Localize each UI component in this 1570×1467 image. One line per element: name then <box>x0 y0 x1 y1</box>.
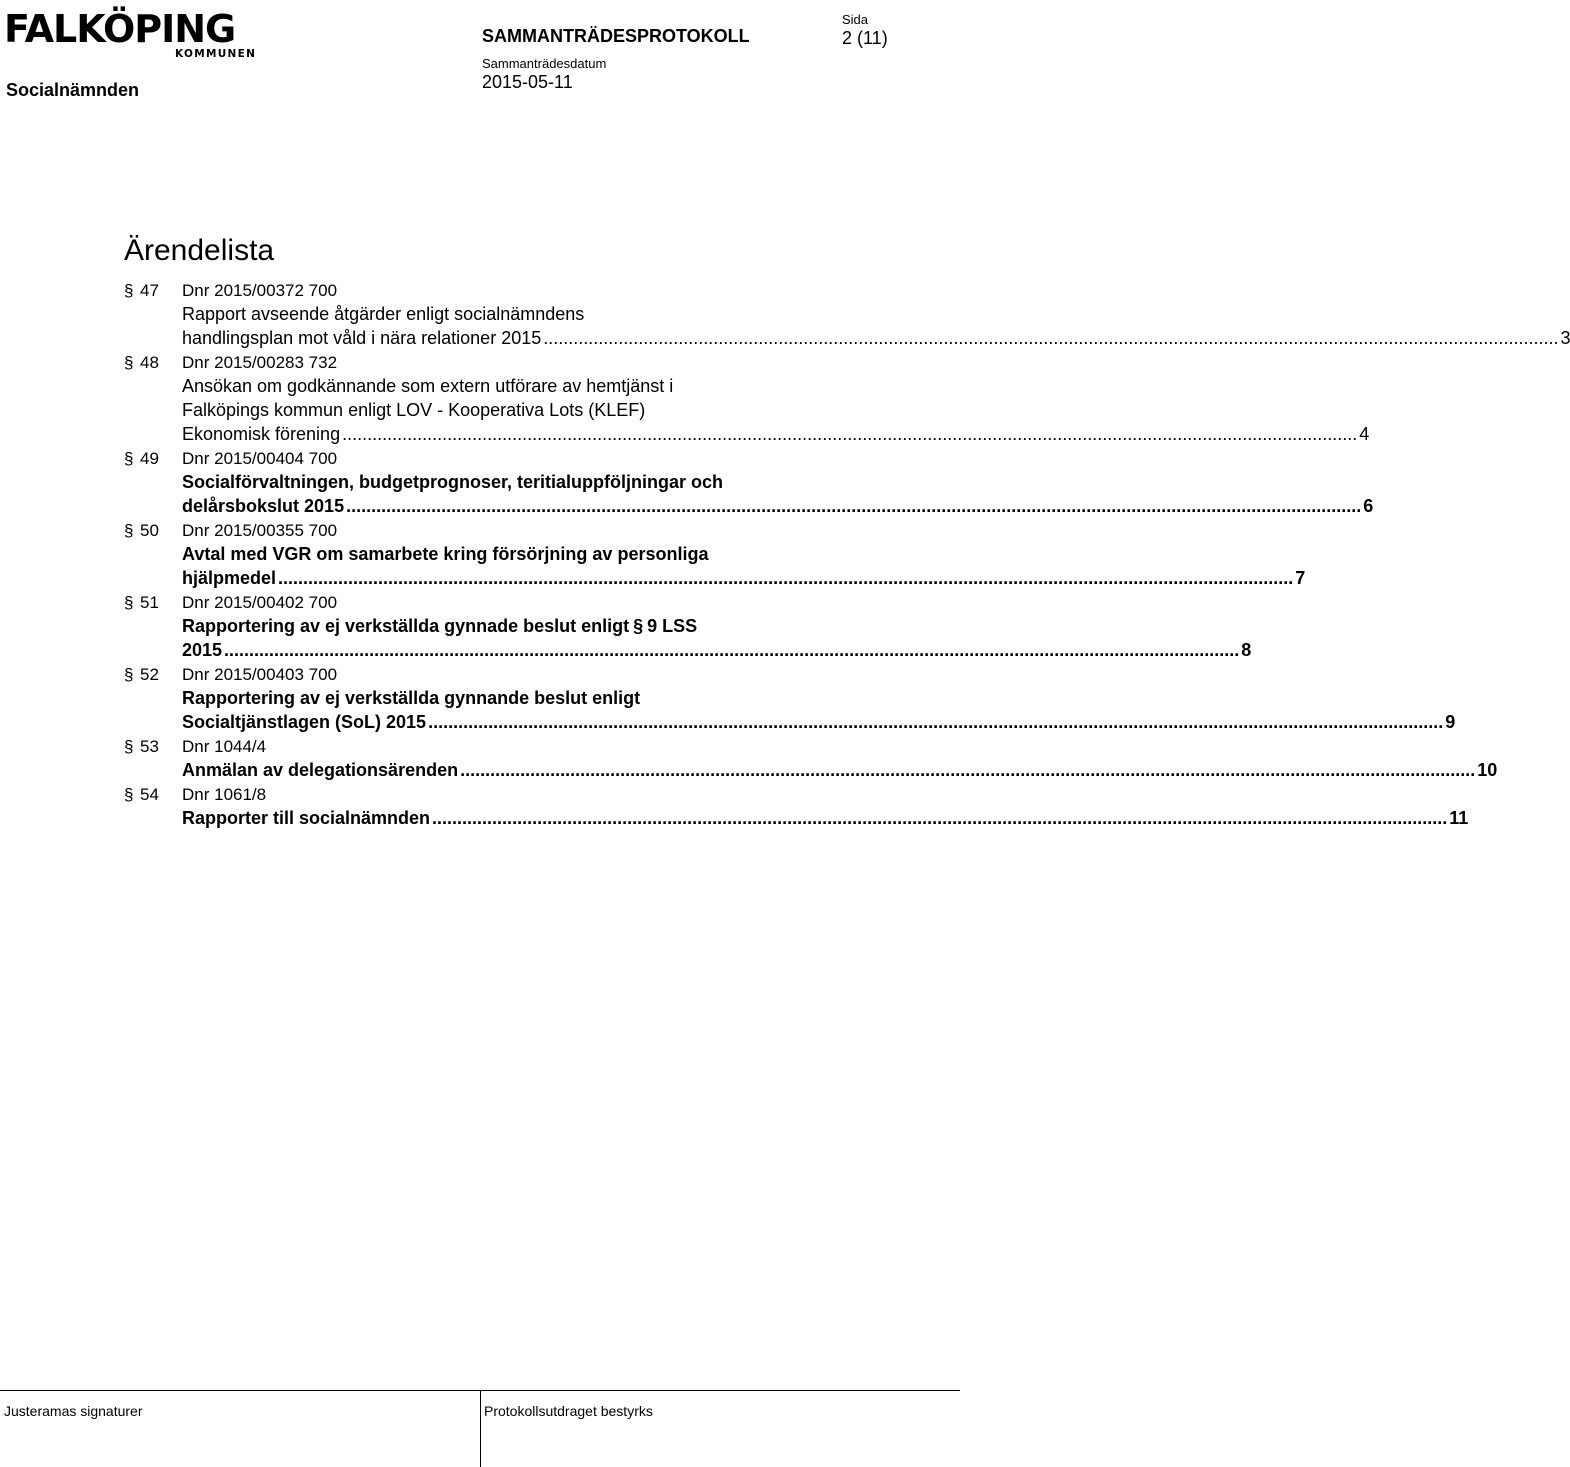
item-dnr: Dnr 2015/00355 700 <box>182 521 338 540</box>
item-title-last: Rapporter till socialnämnden <box>182 808 431 828</box>
item-title-line: Rapportering av ej verkställda gynnande beslut enligt <box>182 688 641 708</box>
item-page: 6 <box>1363 496 1374 516</box>
section-icon: § <box>124 521 134 540</box>
toc-item <box>0 280 1570 350</box>
section-icon: § <box>124 353 134 372</box>
falkoping-logo <box>4 7 257 60</box>
section-icon: § <box>124 737 134 756</box>
item-dnr: Dnr 2015/00402 700 <box>182 593 338 612</box>
toc-item <box>0 520 1306 590</box>
item-number: 53 <box>140 737 159 756</box>
section-icon: § <box>633 616 644 636</box>
toc-item <box>0 592 1252 662</box>
item-number: 48 <box>140 353 159 372</box>
item-title-part: 9 LSS <box>647 616 698 636</box>
organization-name: Socialnämnden <box>6 80 140 100</box>
toc-entry-link[interactable] <box>182 806 1469 830</box>
toc-item <box>0 784 1469 830</box>
dot-leader: ........................................................................................................................................................................................................... <box>432 808 1448 828</box>
item-page: 11 <box>1449 808 1469 828</box>
dot-leader: ........................................................................................................................................................................................................... <box>460 760 1476 780</box>
section-icon: § <box>124 281 134 300</box>
section-icon: § <box>124 449 134 468</box>
meeting-date: 2015-05-11 <box>482 72 573 92</box>
item-title-last: handlingsplan mot våld i nära relationer 2015 <box>182 328 542 348</box>
item-page: 10 <box>1477 760 1498 780</box>
section-icon: § <box>124 665 134 684</box>
toc-entry-link[interactable] <box>182 326 1570 350</box>
item-number: 47 <box>140 281 159 300</box>
toc-item <box>0 352 1370 446</box>
toc-item <box>0 448 1374 518</box>
logo-subtitle: KOMMUNEN <box>175 48 257 60</box>
document-title: SAMMANTRÄDESPROTOKOLL <box>482 26 750 46</box>
dot-leader: ........................................................................................................................................................................................................... <box>428 712 1444 732</box>
item-title-last: Ekonomisk förening <box>182 424 341 444</box>
item-title-line: Rapport avseende åtgärder enligt socialnämndens <box>182 304 585 324</box>
item-dnr: Dnr 1061/8 <box>182 785 267 804</box>
page-number: 2 (11) <box>842 28 888 48</box>
item-title-last: Socialtjänstlagen (SoL) 2015 <box>182 712 427 732</box>
dot-leader: ........................................................................................................................................................................................................... <box>224 640 1240 660</box>
section-icon: § <box>124 785 134 804</box>
item-page: 7 <box>1295 568 1306 588</box>
toc-item <box>0 736 1498 782</box>
item-title-last: 2015 <box>182 640 223 660</box>
footer-divider <box>480 1391 481 1467</box>
footer-signatures-label: Justeramas signaturer <box>4 1403 143 1419</box>
logo-wordmark: FALKÖPING <box>4 7 236 51</box>
item-title-line: Socialförvaltningen, budgetprognoser, teritialuppföljningar och <box>182 472 724 492</box>
toc-item <box>0 664 1456 734</box>
toc-entry-link[interactable] <box>182 494 1374 518</box>
toc-heading: Ärendelista <box>124 234 275 267</box>
item-dnr: Dnr 2015/00283 732 <box>182 353 338 372</box>
item-page: 4 <box>1359 424 1370 444</box>
item-dnr: Dnr 1044/4 <box>182 737 267 756</box>
dot-leader: ........................................................................................................................................................................................................... <box>543 328 1559 348</box>
toc-entry-link[interactable] <box>182 638 1252 662</box>
date-label: Sammanträdesdatum <box>482 56 607 71</box>
item-number: 54 <box>140 785 159 804</box>
item-dnr: Dnr 2015/00404 700 <box>182 449 338 468</box>
footer-certified-label: Protokollsutdraget bestyrks <box>484 1403 653 1419</box>
item-page: 9 <box>1445 712 1456 732</box>
item-page: 3 <box>1560 328 1570 348</box>
item-number: 49 <box>140 449 159 468</box>
page-label: Sida <box>842 12 869 27</box>
item-title-last: delårsbokslut 2015 <box>182 496 345 516</box>
dot-leader: ........................................................................................................................................................................................................... <box>278 568 1294 588</box>
item-number: 50 <box>140 521 159 540</box>
toc-entry-link[interactable] <box>182 422 1370 446</box>
signature-footer <box>0 1390 960 1467</box>
dot-leader: ........................................................................................................................................................................................................... <box>346 496 1362 516</box>
section-icon: § <box>124 593 134 612</box>
item-title-line <box>182 614 904 638</box>
item-dnr: Dnr 2015/00372 700 <box>182 281 338 300</box>
item-title-line: Falköpings kommun enligt LOV - Kooperativa Lots (KLEF) <box>182 400 646 420</box>
toc-entry-link[interactable] <box>182 566 1306 590</box>
item-title-last: Anmälan av delegationsärenden <box>182 760 459 780</box>
item-title-part: Rapportering av ej verkställda gynnade beslut enligt <box>182 616 630 636</box>
toc-list <box>0 280 1570 830</box>
item-title-last: hjälpmedel <box>182 568 277 588</box>
item-title-line: Ansökan om godkännande som extern utförare av hemtjänst i <box>182 376 674 396</box>
item-page: 8 <box>1241 640 1252 660</box>
item-number: 51 <box>140 593 159 612</box>
toc-entry-link[interactable] <box>182 710 1456 734</box>
toc-entry-link[interactable] <box>182 758 1498 782</box>
item-title-line: Avtal med VGR om samarbete kring försörjning av personliga <box>182 544 709 564</box>
item-number: 52 <box>140 665 159 684</box>
item-dnr: Dnr 2015/00403 700 <box>182 665 338 684</box>
dot-leader: ........................................................................................................................................................................................................... <box>342 424 1358 444</box>
